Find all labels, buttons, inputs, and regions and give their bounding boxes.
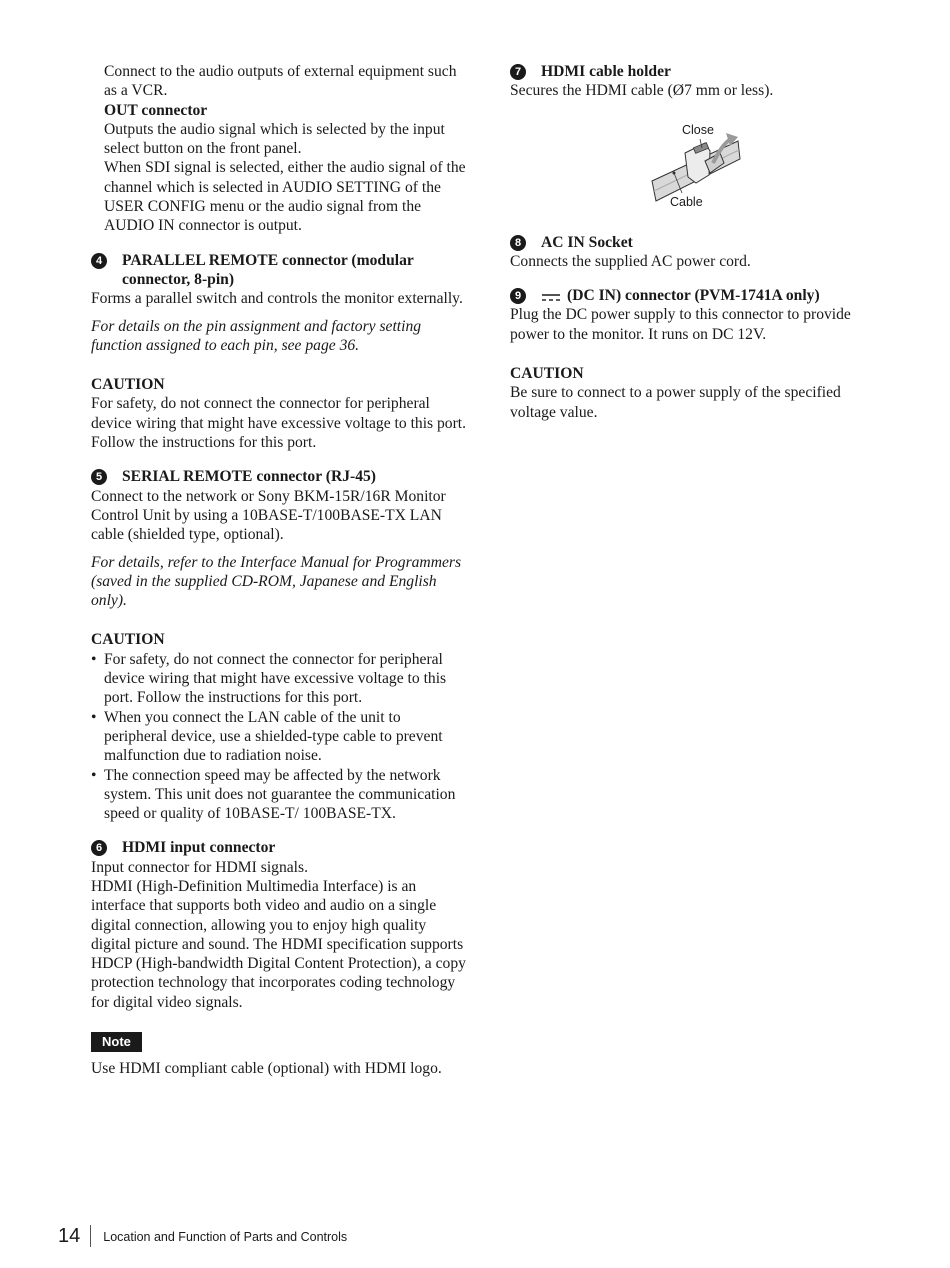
caution-bullet-item: • The connection speed may be affected by the network system. This unit does not guarantee the communication speed or quality of 10BASE-T/ 100BASE-TX.: [91, 766, 456, 823]
section-4-caution-title: CAUTION: [91, 376, 165, 394]
caution-bullet-item: • When you connect the LAN cable of the unit to peripheral device, use a shielded-type cable to prevent malfunction due to radiation noise.: [91, 708, 443, 765]
section-9-title-wrap: [541, 286, 885, 305]
left-column: [91, 62, 467, 1078]
section-9-heading: [510, 286, 885, 305]
section-9-caution-text: Be sure to connect to a power supply of the specified voltage value.: [510, 384, 841, 421]
section-6-number: 6: [91, 840, 107, 856]
section-9-number: 9: [510, 288, 526, 304]
out-connector-description: Outputs the audio signal which is selected by the input select button on the front panel.: [104, 120, 445, 158]
figure-label-cable: Cable: [670, 194, 703, 209]
note-text: Use HDMI compliant cable (optional) with HDMI logo.: [91, 1060, 442, 1078]
section-8-description: Connects the supplied AC power cord.: [510, 252, 751, 270]
section-6-title: HDMI input connector: [122, 839, 276, 857]
section-4-description: Forms a parallel switch and controls the monitor externally.: [91, 290, 463, 308]
section-5-reference: For details, refer to the Interface Manual for Programmers (saved in the supplied CD-ROM, Japanese and English only).: [91, 553, 462, 610]
section-6-description: Input connector for HDMI signals.: [91, 858, 308, 876]
figure-label-close: Close: [682, 122, 714, 137]
section-5-number: 5: [91, 469, 107, 485]
caution-bullet-text: The connection speed may be affected by the network system. This unit does not guarantee the communication speed or quality of 10BASE-T/ 100BASE-TX.: [104, 766, 456, 823]
page-footer: [58, 1222, 347, 1249]
section-6-heading: [91, 838, 467, 857]
caution-bullet-item: • For safety, do not connect the connector for peripheral device wiring that might have excessive voltage to this port. Follow the instructions for this port.: [91, 650, 447, 707]
section-5-caution-list: [91, 650, 467, 824]
note-label: Note: [91, 1032, 142, 1052]
caution-bullet-text: For safety, do not connect the connector for peripheral device wiring that might have excessive voltage to this port. Follow the instructions for this port.: [104, 650, 447, 707]
section-7-title: HDMI cable holder: [541, 63, 671, 80]
audio-in-block: [91, 62, 467, 236]
section-8-number: 8: [510, 235, 526, 251]
caution-bullet-text: When you connect the LAN cable of the unit to peripheral device, use a shielded-type cable to prevent malfunction due to radiation noise.: [104, 708, 443, 765]
out-connector-title: OUT connector: [104, 101, 208, 119]
section-7-number: 7: [510, 64, 526, 80]
section-4-title: PARALLEL REMOTE connector (modular connector, 8-pin): [122, 251, 414, 288]
out-connector-sdi-description: When SDI signal is selected, either the audio signal of the channel which is selected in AUDIO SETTING of the USER CONFIG menu or the audio signal from the AUDIO IN connector is output.: [104, 159, 466, 235]
section-8-heading: [510, 233, 885, 252]
page-number: 14: [58, 1224, 81, 1247]
section-4-reference: For details on the pin assignment and factory setting function assigned to each pin, see page 36.: [91, 317, 422, 354]
holder-clip-shape: [685, 142, 724, 182]
section-5-description: Connect to the network or Sony BKM-15R/16R Monitor Control Unit by using a 10BASE-T/100BASE-TX LAN cable (shielded type, optional).: [91, 487, 446, 544]
right-column: [510, 62, 885, 422]
section-7-heading: [510, 62, 885, 81]
section-9-description: Plug the DC power supply to this connector to provide power to the monitor. It runs on DC 12V.: [510, 306, 851, 343]
section-8-title: AC IN Socket: [541, 233, 633, 251]
section-5-caution-title: CAUTION: [91, 631, 165, 649]
dc-symbol-icon: [541, 291, 561, 303]
section-9-caution-title: CAUTION: [510, 365, 584, 383]
footer-section-title: Location and Function of Parts and Controls: [103, 1230, 348, 1244]
audio-in-description: Connect to the audio outputs of external equipment such as a VCR.: [104, 63, 457, 100]
section-5-heading: [91, 467, 467, 486]
section-4-number: 4: [91, 253, 107, 269]
cable-holder-figure: [510, 101, 885, 219]
section-9-title: (DC IN) connector (PVM-1741A only): [567, 287, 820, 305]
section-5-title: SERIAL REMOTE connector (RJ-45): [122, 468, 376, 486]
section-4-caution-text: For safety, do not connect the connector for peripheral device wiring that might have excessive voltage to this port. Follow the instructions for this port.: [91, 395, 467, 452]
section-6-hdmi-description: HDMI (High-Definition Multimedia Interface) is an interface that supports both video and audio on a single digital connection, allowing you to enjoy high quality digital picture and sound. The HDMI specification supports HDCP (High-bandwidth Digital Content Protection), a copy protection technology that incorporates coding technology for digital video signals.: [91, 877, 466, 1011]
section-4-heading: [91, 251, 467, 290]
section-7-description: Secures the HDMI cable (Ø7 mm or less).: [510, 82, 774, 100]
footer-divider: [90, 1225, 91, 1247]
